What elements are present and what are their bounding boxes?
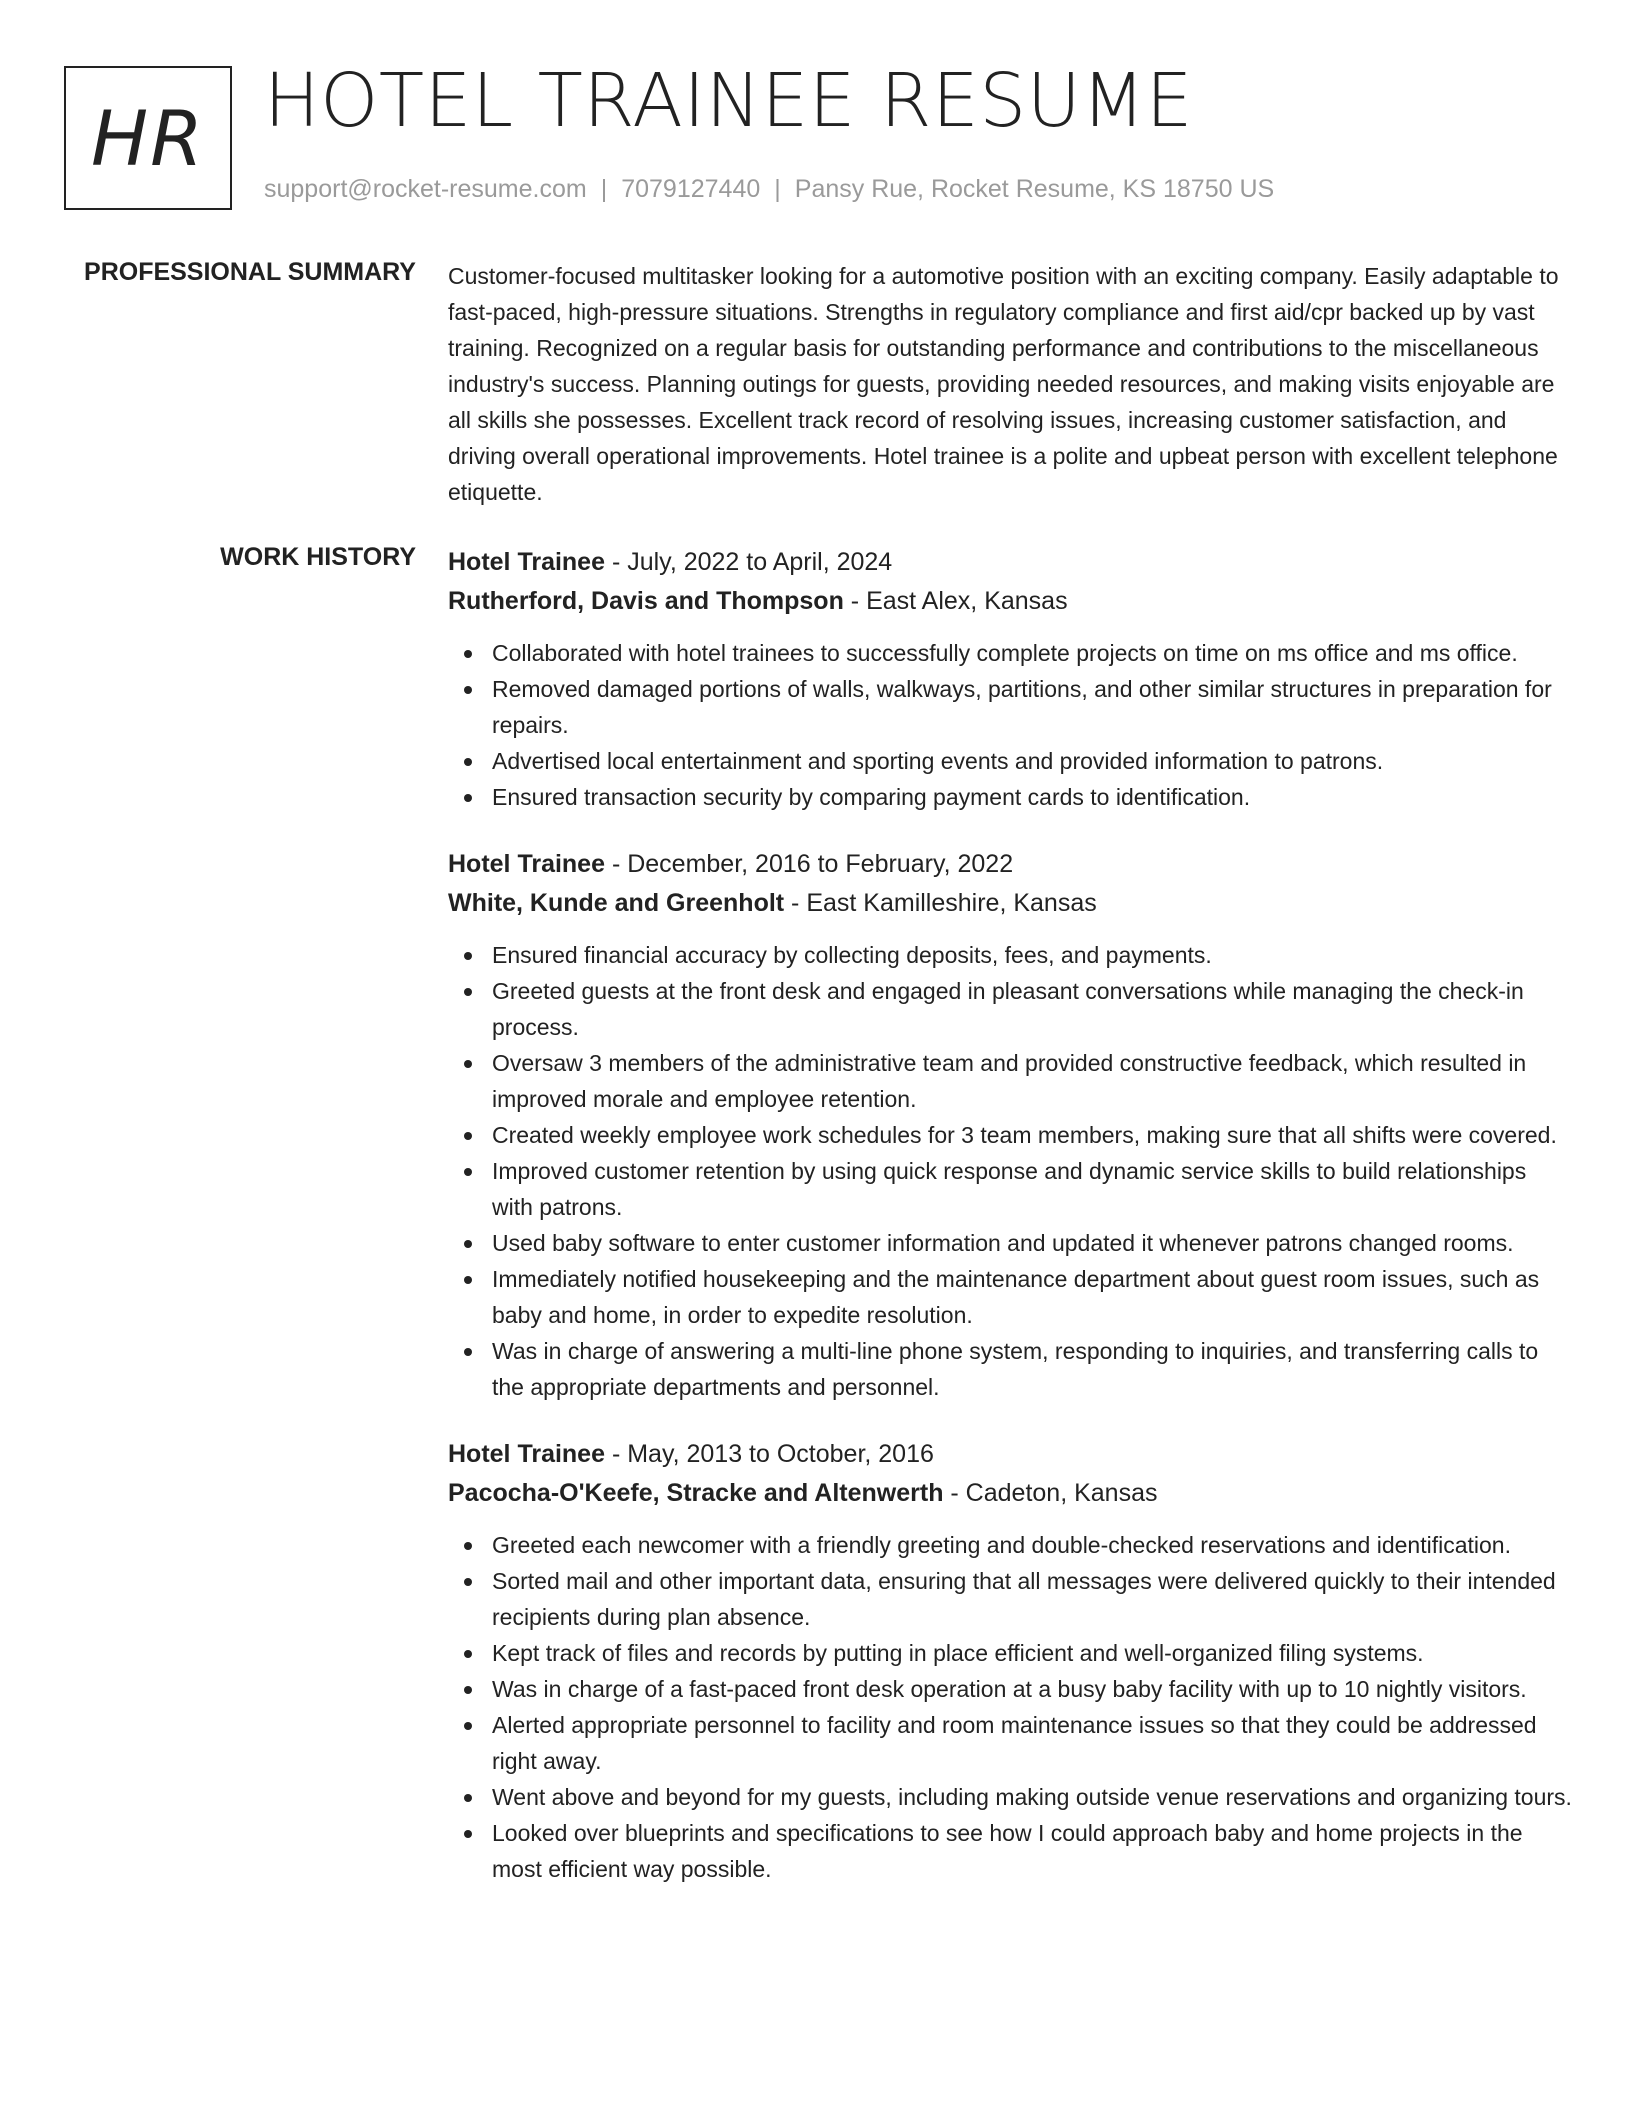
job-duty-item: Ensured financial accuracy by collecting deposits, fees, and payments. <box>448 937 1572 973</box>
job-duty-item: Was in charge of answering a multi-line phone system, responding to inquiries, and transferring calls to the appropriate departments and personnel. <box>448 1333 1572 1405</box>
job-duty-item: Greeted each newcomer with a friendly greeting and double-checked reservations and identification. <box>448 1527 1572 1563</box>
job-duty-item: Improved customer retention by using quick response and dynamic service skills to build relationships with patrons. <box>448 1153 1572 1225</box>
job-location: - East Kamilleshire, Kansas <box>784 889 1097 917</box>
resume-title: HOTEL TRAINEE RESUME <box>264 58 1193 144</box>
section-label-summary: PROFESSIONAL SUMMARY <box>84 258 416 286</box>
job-location: - East Alex, Kansas <box>843 587 1068 615</box>
job-duty-item: Was in charge of a fast-paced front desk operation at a busy baby facility with up to 10 nightly visitors. <box>448 1671 1572 1707</box>
job-company: Pacocha-O'Keefe, Stracke and Altenwerth <box>448 1479 944 1507</box>
job-title: Hotel Trainee <box>448 548 605 576</box>
job-duty-item: Created weekly employee work schedules for 3 team members, making sure that all shifts were covered. <box>448 1117 1572 1153</box>
section-label-work-history: WORK HISTORY <box>220 543 416 571</box>
job-duty-item: Oversaw 3 members of the administrative team and provided constructive feedback, which resulted in improved morale and employee retention. <box>448 1045 1572 1117</box>
contact-separator: | <box>600 175 608 203</box>
job-entry <box>448 845 1572 1405</box>
job-company: White, Kunde and Greenholt <box>448 889 785 917</box>
job-dates: - December, 2016 to February, 2022 <box>605 850 1014 878</box>
job-duty-item: Kept track of files and records by putting in place efficient and well-organized filing systems. <box>448 1635 1572 1671</box>
monogram-initials: HR <box>91 93 205 183</box>
job-company-line <box>448 582 1572 621</box>
job-duty-item: Looked over blueprints and specifications to see how I could approach baby and home projects in the most efficient way possible. <box>448 1815 1572 1887</box>
contact-line <box>264 175 1274 204</box>
contact-separator: | <box>774 175 781 203</box>
job-company-line <box>448 884 1572 923</box>
job-duties-list <box>448 937 1572 1405</box>
job-title: Hotel Trainee <box>448 850 605 878</box>
job-duty-item: Sorted mail and other important data, ensuring that all messages were delivered quickly to their intended recipients during plan absence. <box>448 1563 1572 1635</box>
job-location: - Cadeton, Kansas <box>943 1479 1158 1507</box>
job-duty-item: Advertised local entertainment and sporting events and provided information to patrons. <box>448 743 1572 779</box>
job-entry <box>448 543 1572 815</box>
work-history-list <box>448 543 1572 1917</box>
job-duty-item: Immediately notified housekeeping and the maintenance department about guest room issues, such as baby and home, in order to expedite resolution. <box>448 1261 1572 1333</box>
job-company: Rutherford, Davis and Thompson <box>448 587 844 615</box>
job-duty-item: Removed damaged portions of walls, walkways, partitions, and other similar structures in preparation for repairs. <box>448 671 1572 743</box>
contact-email[interactable]: support@rocket-resume.com <box>264 175 587 203</box>
job-dates: - July, 2022 to April, 2024 <box>605 548 893 576</box>
job-title-line <box>448 845 1572 884</box>
job-duty-item: Collaborated with hotel trainees to successfully complete projects on time on ms office and ms office. <box>448 635 1572 671</box>
summary-text: Customer-focused multitasker looking for a automotive position with an exciting company. Easily adaptable to fast-paced, high-pressure situations. Strengths in regulatory compliance and first aid/cpr backed up by vast training. Recognized on a regular basis for outstanding performance and contributions to the miscellaneous industry's success. Planning outings for guests, providing needed resources, and making visits enjoyable are all skills she possesses. Excellent track record of resolving issues, increasing customer satisfaction, and driving overall operational improvements. Hotel trainee is a polite and upbeat person with excellent telephone etiquette. <box>448 263 1559 505</box>
job-company-line <box>448 1474 1572 1513</box>
job-title-line <box>448 543 1572 582</box>
job-duties-list <box>448 1527 1572 1887</box>
job-dates: - May, 2013 to October, 2016 <box>605 1440 934 1468</box>
contact-phone[interactable]: 7079127440 <box>621 175 761 203</box>
job-title: Hotel Trainee <box>448 1440 605 1468</box>
job-duty-item: Used baby software to enter customer information and updated it whenever patrons changed rooms. <box>448 1225 1572 1261</box>
job-duty-item: Greeted guests at the front desk and engaged in pleasant conversations while managing the check-in process. <box>448 973 1572 1045</box>
monogram-box <box>64 66 232 210</box>
job-title-line <box>448 1435 1572 1474</box>
job-duty-item: Alerted appropriate personnel to facility and room maintenance issues so that they could be addressed right away. <box>448 1707 1572 1779</box>
contact-address: Pansy Rue, Rocket Resume, KS 18750 US <box>794 175 1275 203</box>
job-duties-list <box>448 635 1572 815</box>
job-duty-item: Ensured transaction security by comparing payment cards to identification. <box>448 779 1572 815</box>
job-duty-item: Went above and beyond for my guests, including making outside venue reservations and organizing tours. <box>448 1779 1572 1815</box>
job-entry <box>448 1435 1572 1887</box>
